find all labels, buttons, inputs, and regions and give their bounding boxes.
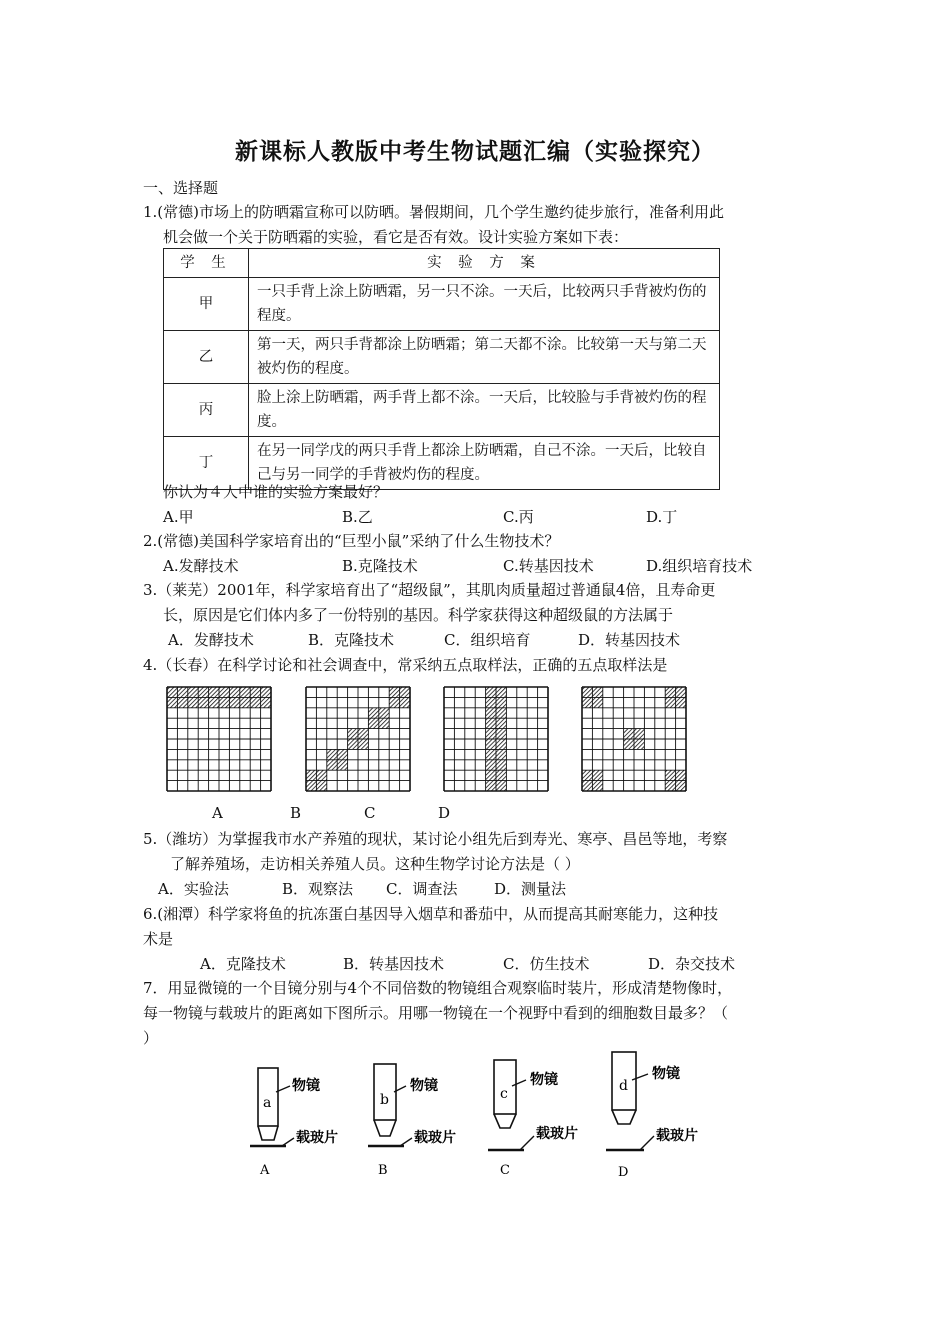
hatched-cell — [486, 739, 496, 749]
student-cell: 乙 — [164, 331, 249, 384]
objective-label: 物镜 — [410, 1078, 438, 1094]
hatched-cell — [676, 770, 686, 780]
hatched-cell — [209, 697, 219, 707]
hatched-cell — [198, 697, 208, 707]
q1-stem-line2: 机会做一个关于防晒霜的实验，看它是否有效。设计实验方案如下表： — [163, 228, 629, 246]
q6-option-d: D．杂交技术 — [648, 955, 736, 973]
q2-option-d: D.组织培育技术 — [646, 557, 753, 575]
lens-letter: c — [500, 1086, 508, 1102]
lens-letter: a — [263, 1095, 272, 1111]
q3-option-d: D．转基因技术 — [578, 631, 681, 649]
hatched-cell — [486, 749, 496, 759]
hatched-cell — [665, 770, 675, 780]
hatched-cell — [496, 760, 506, 770]
hatched-cell — [209, 687, 219, 697]
experiment-plan-table — [163, 248, 720, 490]
hatched-cell — [496, 781, 506, 791]
hatched-cell — [219, 687, 229, 697]
objective-label: 物镜 — [652, 1066, 680, 1082]
objective-figure-a — [248, 1062, 368, 1180]
hatched-cell — [592, 781, 602, 791]
section-heading: 一、选择题 — [143, 179, 219, 197]
q1-option-d: D.丁 — [646, 508, 678, 526]
hatched-cell — [496, 739, 506, 749]
q3-option-b: B．克隆技术 — [308, 631, 395, 649]
q4-label-a: A — [212, 804, 223, 822]
hatched-cell — [496, 687, 506, 697]
hatched-cell — [261, 697, 271, 707]
hatched-cell — [496, 708, 506, 718]
hatched-cell — [188, 687, 198, 697]
figure-label: A — [260, 1163, 270, 1178]
hatched-cell — [624, 739, 634, 749]
figure-label: D — [618, 1165, 629, 1180]
q3-stem-line1: 3.（莱芜）2001年，科学家培育出了“超级鼠”，其肌肉质量超过普通鼠4倍，且寿命更 — [143, 581, 716, 599]
figure-label: B — [378, 1163, 388, 1178]
sampling-grid-a — [166, 686, 273, 794]
q5-option-b: B．观察法 — [282, 880, 354, 898]
hatched-cell — [358, 739, 368, 749]
hatched-cell — [592, 687, 602, 697]
q4-label-c: C — [364, 804, 376, 822]
hatched-cell — [229, 687, 239, 697]
student-cell: 丁 — [164, 437, 249, 490]
hatched-cell — [368, 708, 378, 718]
hatched-cell — [486, 729, 496, 739]
hatched-cell — [250, 687, 260, 697]
hatched-cell — [496, 729, 506, 739]
hatched-cell — [240, 697, 250, 707]
hatched-cell — [188, 697, 198, 707]
hatched-cell — [582, 770, 592, 780]
hatched-cell — [486, 697, 496, 707]
hatched-cell — [486, 708, 496, 718]
slide-label: 载玻片 — [414, 1130, 456, 1146]
hatched-cell — [348, 729, 358, 739]
hatched-cell — [486, 760, 496, 770]
hatched-cell — [676, 697, 686, 707]
q5-stem-line2: 了解养殖场，走访相关养殖人员。这种生物学讨论方法是（ ） — [170, 855, 580, 873]
q3-option-a: A．发酵技术 — [168, 631, 254, 649]
q1-stem-line1: 1.(常德)市场上的防晒霜宣称可以防晒。暑假期间，几个学生邀约徒步旅行，准备利用此 — [143, 203, 725, 221]
hatched-cell — [496, 770, 506, 780]
hatched-cell — [389, 697, 399, 707]
hatched-cell — [229, 697, 239, 707]
table-row — [164, 278, 720, 331]
q3-stem-line2: 长，原因是它们体内多了一份特别的基因。科学家获得这种超级鼠的方法属于 — [163, 606, 674, 624]
hatched-cell — [316, 781, 326, 791]
hatched-cell — [389, 687, 399, 697]
student-cell: 甲 — [164, 278, 249, 331]
hatched-cell — [634, 739, 644, 749]
hatched-cell — [358, 729, 368, 739]
q3-option-c: C．组织培育 — [444, 631, 531, 649]
hatched-cell — [496, 749, 506, 759]
sampling-grid-c — [443, 686, 550, 794]
q4-label-b: B — [290, 804, 302, 822]
objective-figure-c — [486, 1056, 606, 1180]
q6-stem-line1: 6.(湘潭）科学家将鱼的抗冻蛋白基因导入烟草和番茄中，从而提高其耐寒能力，这种技 — [143, 905, 719, 923]
q2-option-b: B.克隆技术 — [342, 557, 418, 575]
hatched-cell — [306, 781, 316, 791]
plan-cell: 脸上涂上防晒霜，两手背上都不涂。一天后，比较脸与手背被灼伤的程度。 — [249, 384, 720, 437]
hatched-cell — [306, 770, 316, 780]
plan-cell: 第一天，两只手背都涂上防晒霜；第二天都不涂。比较第一天与第二天被灼伤的程度。 — [249, 331, 720, 384]
objective-figure-b — [366, 1062, 486, 1180]
q5-option-c: C．调查法 — [386, 880, 458, 898]
q7-stem-line1: 7．用显微镜的一个目镜分别与4个不同倍数的物镜组合观察临时装片，形成清楚物像时， — [143, 979, 733, 997]
q6-stem-line2: 术是 — [143, 930, 174, 948]
slide-label: 载玻片 — [536, 1126, 578, 1142]
q5-stem-line1: 5.（潍坊）为掌握我市水产养殖的现状，某讨论小组先后到寿光、寒亭、昌邑等地，考察 — [143, 830, 728, 848]
q7-stem-line2: 每一物镜与载玻片的距离如下图所示。用哪一物镜在一个视野中看到的细胞数目最多？（ — [143, 1004, 729, 1022]
objective-figure-d — [604, 1050, 724, 1180]
q2-option-a: A.发酵技术 — [163, 557, 239, 575]
header-student: 学 生 — [164, 249, 249, 278]
q2-option-c: C.转基因技术 — [503, 557, 594, 575]
hatched-cell — [167, 697, 177, 707]
figure-label: C — [500, 1163, 510, 1178]
hatched-cell — [582, 781, 592, 791]
hatched-cell — [261, 687, 271, 697]
hatched-cell — [177, 687, 187, 697]
slide-label: 载玻片 — [656, 1128, 698, 1144]
hatched-cell — [177, 697, 187, 707]
hatched-cell — [665, 687, 675, 697]
lens-letter: d — [619, 1078, 628, 1094]
hatched-cell — [496, 697, 506, 707]
q6-option-b: B．转基因技术 — [343, 955, 445, 973]
sampling-grid-d — [581, 686, 688, 794]
hatched-cell — [219, 697, 229, 707]
plan-cell: 在另一同学戊的两只手背上都涂上防晒霜，自己不涂。一天后，比较自己与另一同学的手背被灼伤的程度。 — [249, 437, 720, 490]
q7-stem-line3: ） — [143, 1029, 159, 1047]
q1-option-b: B.乙 — [342, 508, 373, 526]
table-row — [164, 384, 720, 437]
hatched-cell — [665, 697, 675, 707]
table-header-row — [164, 249, 720, 278]
hatched-cell — [496, 718, 506, 728]
hatched-cell — [379, 708, 389, 718]
table-row — [164, 331, 720, 384]
hatched-cell — [486, 770, 496, 780]
hatched-cell — [379, 718, 389, 728]
hatched-cell — [486, 687, 496, 697]
objective-label: 物镜 — [530, 1072, 558, 1088]
slide-label: 载玻片 — [296, 1130, 338, 1146]
q6-option-c: C．仿生技术 — [503, 955, 590, 973]
q6-option-a: A．克隆技术 — [200, 955, 286, 973]
hatched-cell — [665, 781, 675, 791]
hatched-cell — [327, 760, 337, 770]
hatched-cell — [486, 718, 496, 728]
hatched-cell — [624, 729, 634, 739]
hatched-cell — [337, 749, 347, 759]
hatched-cell — [167, 687, 177, 697]
q4-label-d: D — [438, 804, 451, 822]
header-plan: 实 验 方 案 — [249, 249, 720, 278]
q2-stem: 2.(常德)美国科学家培育出的“巨型小鼠”采纳了什么生物技术？ — [143, 532, 560, 550]
q4-stem: 4.（长春）在科学讨论和社会调查中，常采纳五点取样法，正确的五点取样法是 — [143, 656, 668, 674]
q5-option-d: D．测量法 — [494, 880, 567, 898]
page-title: 新课标人教版中考生物试题汇编（实验探究） — [235, 138, 715, 165]
hatched-cell — [250, 697, 260, 707]
hatched-cell — [400, 697, 410, 707]
student-cell: 丙 — [164, 384, 249, 437]
hatched-cell — [198, 687, 208, 697]
hatched-cell — [582, 697, 592, 707]
hatched-cell — [240, 687, 250, 697]
lens-letter: b — [380, 1092, 389, 1108]
hatched-cell — [592, 770, 602, 780]
hatched-cell — [634, 729, 644, 739]
hatched-cell — [327, 749, 337, 759]
q5-option-a: A．实验法 — [158, 880, 229, 898]
hatched-cell — [486, 781, 496, 791]
hatched-cell — [348, 739, 358, 749]
objective-label: 物镜 — [292, 1078, 320, 1094]
hatched-cell — [316, 770, 326, 780]
plan-cell: 一只手背上涂上防晒霜，另一只不涂。一天后，比较两只手背被灼伤的程度。 — [249, 278, 720, 331]
hatched-cell — [368, 718, 378, 728]
hatched-cell — [337, 760, 347, 770]
hatched-cell — [676, 781, 686, 791]
hatched-cell — [676, 687, 686, 697]
q1-option-a: A.甲 — [163, 508, 194, 526]
sampling-grid-b — [305, 686, 412, 794]
q1-question: 你认为４人中谁的实验方案最好？ — [163, 483, 389, 501]
q1-option-c: C.丙 — [503, 508, 534, 526]
hatched-cell — [582, 687, 592, 697]
hatched-cell — [592, 697, 602, 707]
hatched-cell — [400, 687, 410, 697]
